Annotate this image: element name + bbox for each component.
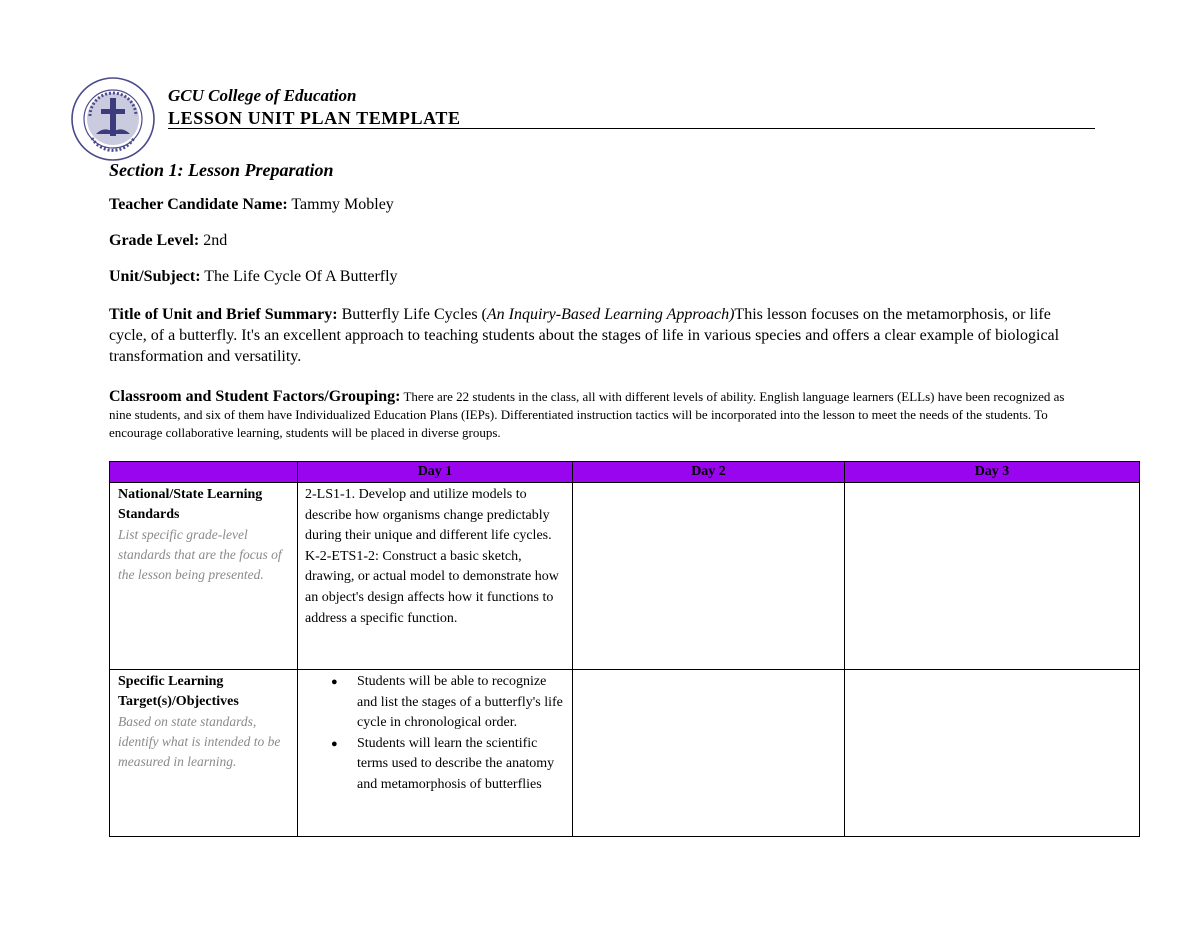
classroom-factors <box>109 388 1084 442</box>
list-item: ● Students will be able to recognize and list the stages of a butterfly's life cycle in chronological order. <box>357 672 566 734</box>
standards-day-1[interactable] <box>298 483 573 670</box>
factors-label: Classroom and Student Factors/Grouping: <box>109 388 401 405</box>
summary-text-a: Butterfly Life Cycles ( <box>337 306 487 323</box>
college-name: GCU College of Education <box>168 86 357 105</box>
row-label: National/State Learning Standards <box>118 487 263 522</box>
list-item: ● Students will learn the scientific terms used to describe the anatomy and metamorphosis of butterflies <box>357 734 566 796</box>
objectives-day-1[interactable] <box>298 670 573 837</box>
header-rule <box>168 128 1095 129</box>
grade-level-value: 2nd <box>199 232 228 249</box>
standards-day-3[interactable] <box>845 483 1140 670</box>
template-title: LESSON UNIT PLAN TEMPLATE <box>168 108 461 128</box>
grade-level-field <box>109 232 227 250</box>
objectives-day-3[interactable] <box>845 670 1140 837</box>
summary-label: Title of Unit and Brief Summary: <box>109 306 338 323</box>
section-title: Section 1: Lesson Preparation <box>109 160 334 180</box>
row-description: Based on state standards, identify what is intended to be measured in learning. <box>118 714 281 769</box>
unit-summary <box>109 304 1084 367</box>
header-cell-blank <box>110 462 298 483</box>
unit-subject-value: The Life Cycle Of A Butterfly <box>200 268 398 285</box>
table-row-standards <box>110 483 1140 670</box>
standard-line: 2-LS1-1. Develop and utilize models to describe how organisms change predictably during their unique and different life cycles. <box>305 487 552 544</box>
header-day-3: Day 3 <box>845 462 1140 483</box>
grade-level-label: Grade Level: <box>109 232 200 249</box>
teacher-name-label: Teacher Candidate Name: <box>109 196 288 213</box>
row-description: List specific grade-level standards that are the focus of the lesson being presented. <box>118 527 282 582</box>
standards-day-2[interactable] <box>573 483 845 670</box>
objectives-list <box>305 672 566 796</box>
university-seal-logo <box>70 76 156 162</box>
header-day-2: Day 2 <box>573 462 845 483</box>
summary-text-b: This lesson focuses on the metamorphosis, or life cycle, of a butterfly. It's an excellent approach to teaching students about the stages of life in various species and offers a clear example of biological transformation and versatility. <box>109 306 1060 365</box>
row-header-objectives <box>110 670 298 837</box>
objectives-day-2[interactable] <box>573 670 845 837</box>
row-header-standards <box>110 483 298 670</box>
teacher-name-field <box>109 196 394 214</box>
unit-subject-label: Unit/Subject: <box>109 268 201 285</box>
summary-text-italic: An Inquiry-Based Learning Approach) <box>486 306 735 323</box>
row-label: Specific Learning Target(s)/Objectives <box>118 674 239 709</box>
standard-line: K-2-ETS1-2: Construct a basic sketch, drawing, or actual model to demonstrate how an object's design affects how it functions to address a specific function. <box>305 548 559 626</box>
unit-subject-field <box>109 268 398 286</box>
table-row-objectives <box>110 670 1140 837</box>
table-header-row <box>110 462 1140 483</box>
lesson-plan-table <box>109 461 1140 837</box>
header-day-1: Day 1 <box>298 462 573 483</box>
factors-text: There are 22 students in the class, all with different levels of ability. English language learners (ELLs) have been recognized as nine students, and six of them have Individualized Education Plans (IEPs). Differentiated instruction tactics will be incorporated into the lesson to meet the needs of the students. To encourage collaborative learning, students will be placed in diverse groups. <box>109 389 1065 440</box>
teacher-name-value: Tammy Mobley <box>287 196 394 213</box>
